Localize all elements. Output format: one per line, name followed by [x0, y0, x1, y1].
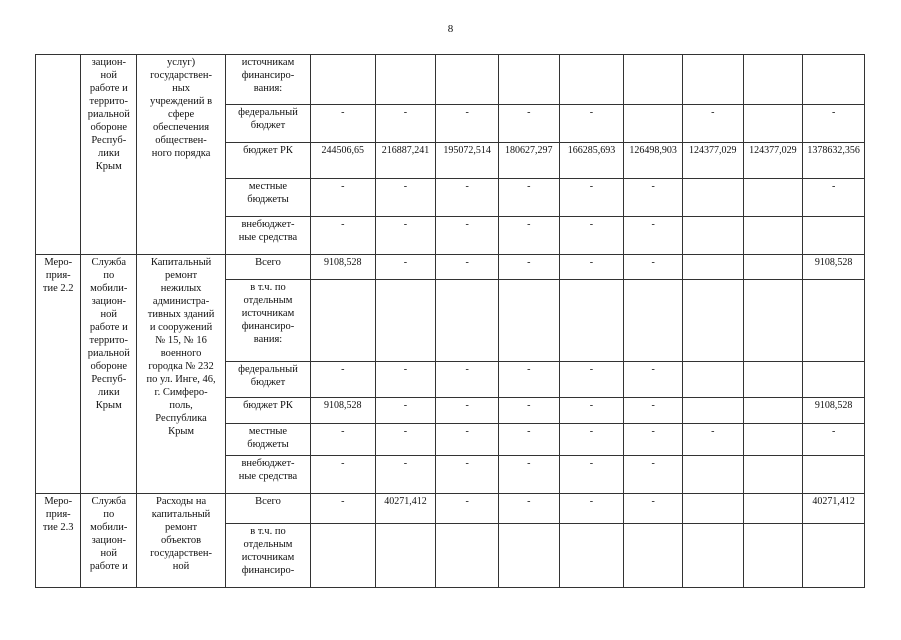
value-cell: -	[436, 398, 499, 424]
value-cell	[682, 494, 743, 524]
value-cell: -	[559, 179, 624, 217]
description-cell: Расходы на капитальный ремонт объектов государствен- ной	[137, 494, 226, 588]
event-cell: Меро- прия- тие 2.2	[36, 255, 81, 494]
value-cell	[624, 105, 683, 143]
value-cell	[803, 280, 865, 362]
value-cell	[743, 424, 803, 456]
value-cell	[436, 524, 499, 588]
value-cell	[803, 456, 865, 494]
page-number: 8	[447, 23, 454, 35]
value-cell	[624, 524, 683, 588]
value-cell	[310, 280, 375, 362]
value-cell: 40271,412	[803, 494, 865, 524]
value-cell: -	[624, 362, 683, 398]
value-cell	[803, 55, 865, 105]
value-cell: -	[436, 424, 499, 456]
value-cell: -	[559, 424, 624, 456]
value-cell: -	[498, 456, 559, 494]
value-cell	[559, 524, 624, 588]
value-cell	[743, 55, 803, 105]
funding-source-cell: бюджет РК	[226, 398, 311, 424]
value-cell	[682, 398, 743, 424]
value-cell	[743, 280, 803, 362]
funding-source-cell: федеральный бюджет	[226, 105, 311, 143]
value-cell: -	[375, 179, 436, 217]
organization-cell: зацион- ной работе и террито- риальной обороне Респуб- лики Крым	[81, 55, 137, 255]
funding-source-cell: в т.ч. по отдельным источникам финансиро- вания:	[226, 280, 311, 362]
value-cell: -	[498, 494, 559, 524]
organization-cell: Служба по мобили- зацион- ной работе и террито- риальной обороне Респуб- лики Крым	[81, 255, 137, 494]
value-cell	[682, 524, 743, 588]
value-cell: 40271,412	[375, 494, 436, 524]
value-cell: -	[803, 424, 865, 456]
value-cell: 216887,241	[375, 143, 436, 179]
value-cell: -	[498, 105, 559, 143]
value-cell: -	[375, 362, 436, 398]
value-cell: -	[310, 105, 375, 143]
value-cell: -	[310, 179, 375, 217]
value-cell	[743, 456, 803, 494]
value-cell: 124377,029	[743, 143, 803, 179]
value-cell	[375, 55, 436, 105]
value-cell	[682, 280, 743, 362]
value-cell: -	[310, 424, 375, 456]
value-cell: -	[624, 494, 683, 524]
value-cell: 180627,297	[498, 143, 559, 179]
funding-source-cell: местные бюджеты	[226, 424, 311, 456]
value-cell	[559, 280, 624, 362]
value-cell: -	[498, 255, 559, 280]
value-cell: -	[436, 494, 499, 524]
value-cell: -	[803, 105, 865, 143]
value-cell: 9108,528	[803, 255, 865, 280]
value-cell: -	[375, 105, 436, 143]
value-cell: -	[310, 217, 375, 255]
value-cell	[803, 217, 865, 255]
event-cell	[36, 55, 81, 255]
value-cell: -	[624, 456, 683, 494]
value-cell: 1378632,356	[803, 143, 865, 179]
value-cell: 124377,029	[682, 143, 743, 179]
value-cell: -	[624, 398, 683, 424]
value-cell	[498, 524, 559, 588]
organization-cell: Служба по мобили- зацион- ной работе и	[81, 494, 137, 588]
value-cell: -	[624, 255, 683, 280]
funding-source-cell: внебюджет- ные средства	[226, 456, 311, 494]
value-cell	[498, 280, 559, 362]
value-cell	[375, 280, 436, 362]
value-cell	[682, 55, 743, 105]
value-cell	[498, 55, 559, 105]
value-cell	[436, 280, 499, 362]
value-cell: -	[498, 179, 559, 217]
value-cell: -	[498, 217, 559, 255]
table-row	[36, 55, 865, 105]
value-cell	[743, 105, 803, 143]
value-cell	[743, 217, 803, 255]
value-cell: -	[436, 456, 499, 494]
value-cell: -	[375, 217, 436, 255]
value-cell: 244506,65	[310, 143, 375, 179]
value-cell	[682, 255, 743, 280]
value-cell	[682, 362, 743, 398]
value-cell: -	[498, 362, 559, 398]
value-cell	[624, 280, 683, 362]
value-cell: -	[436, 105, 499, 143]
value-cell: 9108,528	[310, 255, 375, 280]
value-cell: -	[375, 456, 436, 494]
description-cell: Капитальный ремонт нежилых администра- тивных зданий и сооружений № 15, № 16 военного городка № 232 по ул. Инге, 46, г. Симферо- поль, Республика Крым	[137, 255, 226, 494]
value-cell: -	[375, 255, 436, 280]
value-cell: -	[436, 179, 499, 217]
value-cell: -	[559, 362, 624, 398]
value-cell: -	[624, 424, 683, 456]
table-row	[36, 494, 865, 524]
value-cell: -	[436, 255, 499, 280]
value-cell: -	[498, 398, 559, 424]
value-cell: -	[310, 456, 375, 494]
value-cell: 9108,528	[803, 398, 865, 424]
value-cell: -	[559, 105, 624, 143]
value-cell: -	[559, 494, 624, 524]
value-cell: -	[436, 362, 499, 398]
value-cell	[803, 524, 865, 588]
funding-source-cell: внебюджет- ные средства	[226, 217, 311, 255]
funding-source-cell: в т.ч. по отдельным источникам финансиро-	[226, 524, 311, 588]
value-cell: -	[310, 362, 375, 398]
budget-table	[35, 54, 865, 588]
value-cell: 166285,693	[559, 143, 624, 179]
value-cell: -	[375, 398, 436, 424]
value-cell: 9108,528	[310, 398, 375, 424]
value-cell	[310, 55, 375, 105]
value-cell: -	[682, 424, 743, 456]
value-cell	[743, 524, 803, 588]
value-cell	[743, 179, 803, 217]
value-cell: -	[559, 398, 624, 424]
funding-source-cell: бюджет РК	[226, 143, 311, 179]
value-cell: 126498,903	[624, 143, 683, 179]
funding-source-cell: Всего	[226, 494, 311, 524]
value-cell: -	[803, 179, 865, 217]
value-cell: -	[682, 105, 743, 143]
value-cell	[682, 217, 743, 255]
funding-source-cell: федеральный бюджет	[226, 362, 311, 398]
event-cell: Меро- прия- тие 2.3	[36, 494, 81, 588]
funding-source-cell: Всего	[226, 255, 311, 280]
table-row	[36, 255, 865, 280]
value-cell: -	[624, 217, 683, 255]
value-cell	[743, 362, 803, 398]
value-cell: -	[559, 255, 624, 280]
value-cell: 195072,514	[436, 143, 499, 179]
value-cell	[375, 524, 436, 588]
value-cell	[743, 255, 803, 280]
value-cell: -	[559, 456, 624, 494]
value-cell	[436, 55, 499, 105]
value-cell	[743, 494, 803, 524]
value-cell	[803, 362, 865, 398]
value-cell	[624, 55, 683, 105]
value-cell	[310, 524, 375, 588]
funding-source-cell: источникам финансиро- вания:	[226, 55, 311, 105]
description-cell: услуг) государствен- ных учреждений в сфере обеспечения обществен- ного порядка	[137, 55, 226, 255]
value-cell	[559, 55, 624, 105]
value-cell: -	[559, 217, 624, 255]
value-cell	[682, 179, 743, 217]
value-cell: -	[310, 494, 375, 524]
value-cell: -	[375, 424, 436, 456]
value-cell: -	[498, 424, 559, 456]
value-cell: -	[436, 217, 499, 255]
funding-source-cell: местные бюджеты	[226, 179, 311, 217]
value-cell	[682, 456, 743, 494]
value-cell: -	[624, 179, 683, 217]
value-cell	[743, 398, 803, 424]
